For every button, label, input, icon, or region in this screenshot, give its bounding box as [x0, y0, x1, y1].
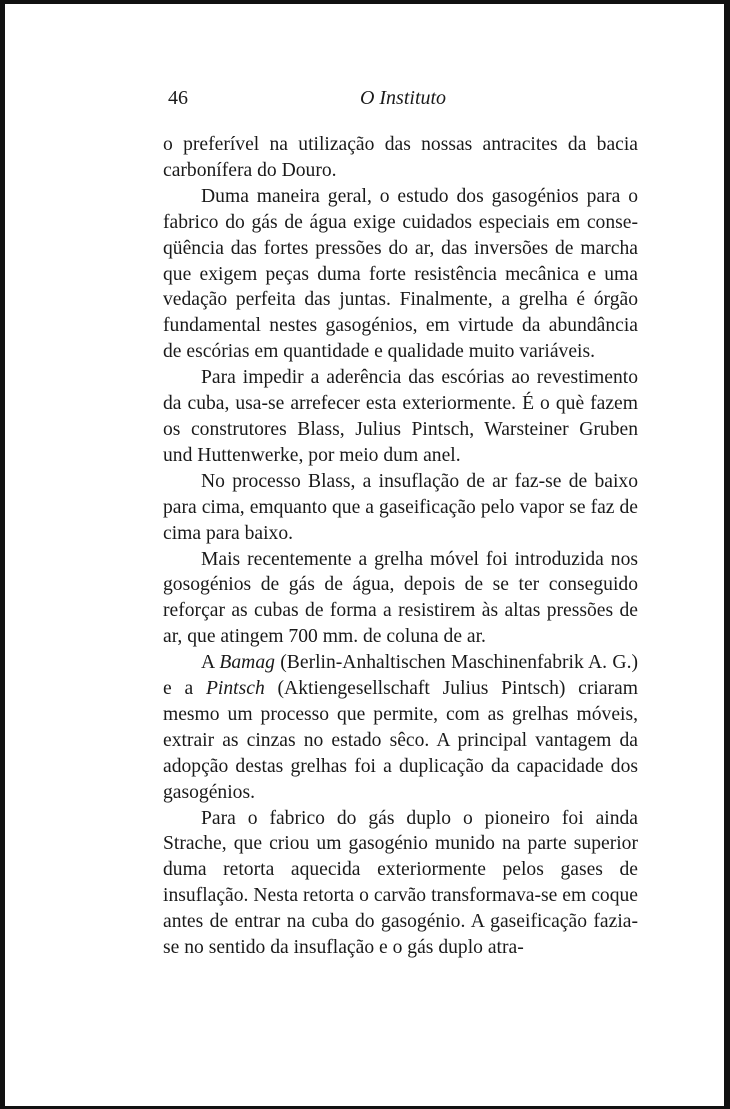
- running-title: O Instituto: [359, 87, 447, 109]
- page-number: 46: [168, 87, 188, 109]
- page-header: [168, 87, 638, 117]
- company-name-pintsch: Pintsch: [205, 678, 265, 700]
- paragraph: Para impedir a aderência das escórias ao revestimento da cuba, usa-se arrefecer esta exteriormente. É o què fazem os construtores Blass, Julius Pintsch, Warsteiner Gruben und Huttenwerke, por meio dum anel.: [163, 367, 638, 466]
- paragraph: Duma maneira geral, o estudo dos gasogénios para o fabrico do gás de água exige cuidados especiais em conseqüência das fortes pressões do ar, das inversões de marcha que exigem peças duma forte resistência mecânica e uma vedação perfeita das juntas. Finalmente, a grelha é órgão fundamental nestes gasogénios, em virtude da abundância de escórias em quantidade e qualidade muito variáveis.: [163, 185, 638, 363]
- paragraph: A Bamag (Berlin-Anhaltischen Maschinenfabrik A. G.) e a Pintsch (Aktiengesellschaft Julius Pintsch) criaram mesmo um processo que permite, com as grelhas móveis, extrair as cinzas no estado sêco. A principal vantagem da adopção destas grelhas foi a duplicação da capacidade dos gasogénios.: [163, 652, 638, 803]
- company-name-bamag: Bamag: [219, 652, 275, 674]
- paragraph: Mais recentemente a grelha móvel foi introduzida nos gosogénios de gás de água, depois de se ter conseguido reforçar as cubas de forma a resistirem às altas pressões de ar, que atingem 700 mm. de coluna de ar.: [163, 548, 638, 648]
- body-text: [163, 132, 638, 961]
- paragraph: Para o fabrico do gás duplo o pioneiro foi ainda Strache, que criou um gasogénio munido na parte superior duma retorta aquecida exteriormente pelos gases de insuflação. Nesta retorta o carvão transformava-se em coque antes de entrar na cuba do gasogénio. A gaseificação fazia-se no sentido da insuflação e o gás duplo atra-: [163, 807, 638, 959]
- paragraph: o preferível na utilização das nossas antracites da bacia carbonífera do Douro.: [163, 134, 638, 181]
- paragraph: No processo Blass, a insuflação de ar faz-se de baixo para cima, emquanto que a gaseificação pelo vapor se faz de cima para baixo.: [163, 470, 638, 544]
